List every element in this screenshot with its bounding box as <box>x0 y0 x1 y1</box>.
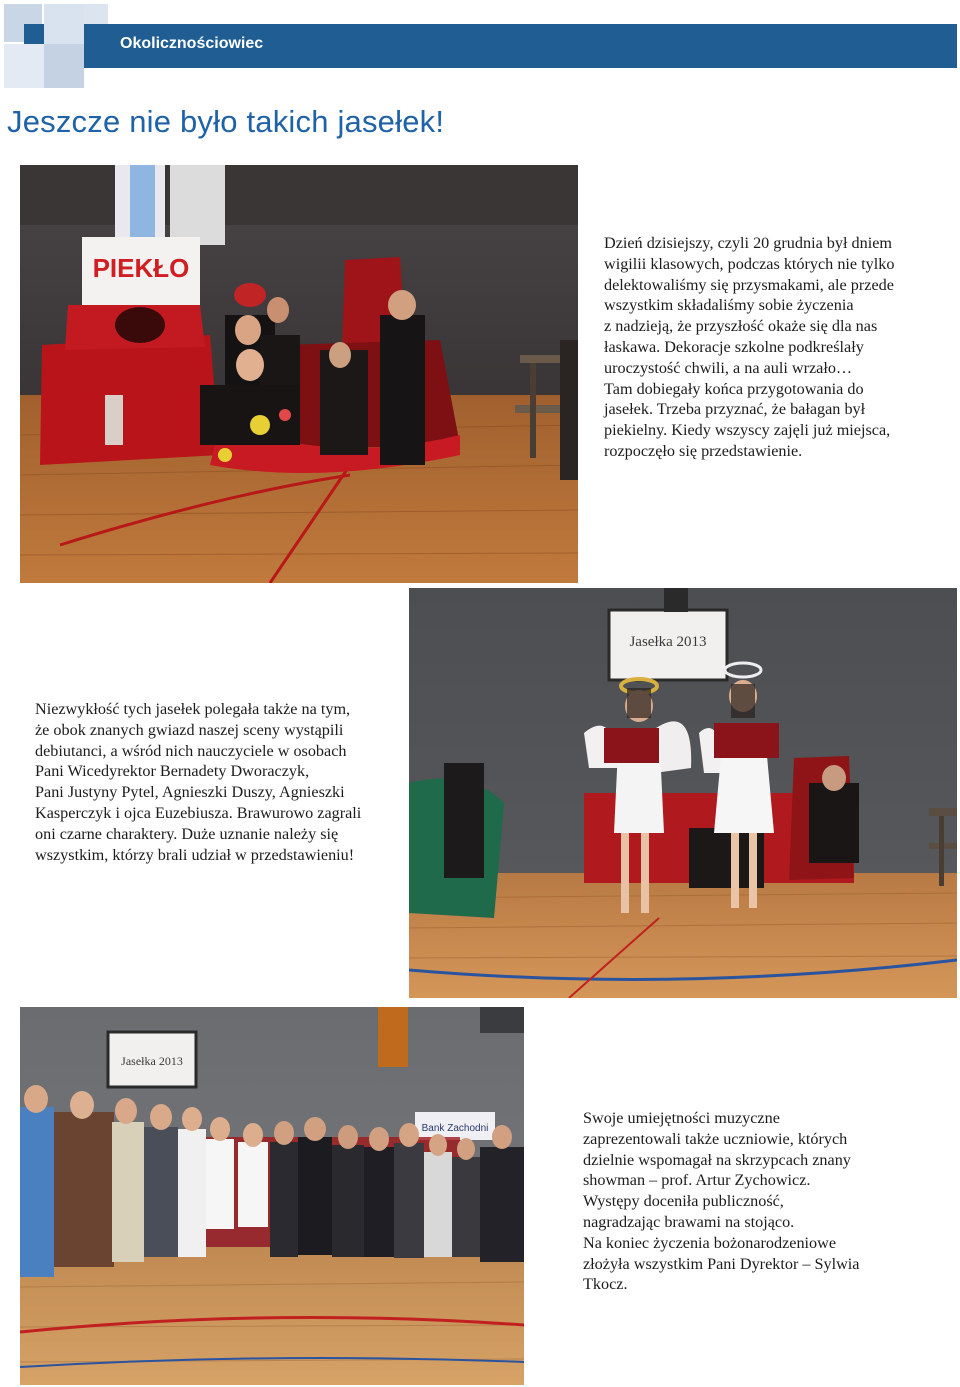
text-line: jasełek. Trzeba przyznać, że bałagan był <box>604 400 866 419</box>
text-line: wszystkim, którzy brali udział w przedstawieniu! <box>35 845 355 864</box>
photo3-banner-text: Bank Zachodni <box>421 1123 489 1134</box>
photo-angels-scene <box>409 588 957 998</box>
text-line: Tkocz. <box>583 1275 628 1294</box>
photo-group-finale <box>20 1007 524 1385</box>
text-line: piekielny. Kiedy wszyscy zajęli już miejsca, <box>604 421 891 440</box>
text-line: wszystkim składaliśmy sobie życzenia <box>604 296 854 315</box>
text-line: Występy doceniła publiczność, <box>583 1192 784 1211</box>
photo2-sign-text: Jasełka 2013 <box>629 634 707 650</box>
text-line: Pani Justyny Pytel, Agnieszki Duszy, Agnieszki <box>35 783 345 802</box>
text-line: złożyła wszystkim Pani Dyrektor – Sylwia <box>583 1254 860 1273</box>
text-line: rozpoczęło się przedstawienie. <box>604 441 803 460</box>
paragraph-music <box>583 1108 860 1295</box>
header-decor-square <box>24 24 44 44</box>
text-line: Swoje umiejętności muzyczne <box>583 1109 780 1127</box>
text-line: Dzień dzisiejszy, czyli 20 grudnia był dniem <box>604 234 892 252</box>
text-line: showman – prof. Artur Zychowicz. <box>583 1171 811 1190</box>
text-line: oni czarne charaktery. Duże uznanie należy się <box>35 824 339 843</box>
text-line: delektowaliśmy się przysmakami, ale przede <box>604 275 894 294</box>
text-line: wigilii klasowych, podczas których nie tylko <box>604 254 895 273</box>
paragraph-debut <box>35 699 361 865</box>
text-line: dzielnie wspomagał na skrzypcach znany <box>583 1150 851 1169</box>
section-label: Okolicznościowiec <box>120 35 264 52</box>
text-line: Pani Wicedyrektor Bernadety Dworaczyk, <box>35 762 310 781</box>
text-line: uroczystość chwili, a na auli wrzało… <box>604 358 853 377</box>
text-line: z nadzieją, że przyszłość okaże się dla nas <box>604 317 878 336</box>
text-line: Niezwykłość tych jasełek polegała także na tym, <box>35 700 351 718</box>
article-title: Jeszcze nie było takich jasełek! <box>7 104 445 139</box>
photo1-sign-text: PIEKŁO <box>92 253 190 283</box>
header-decor-square <box>84 4 108 26</box>
text-line: nagradzając brawami na stojąco. <box>583 1212 795 1231</box>
text-line: łaskawa. Dekoracje szkolne podkreślały <box>604 337 864 356</box>
header-decor-square <box>44 4 84 44</box>
text-line: Kasperczyk i ojca Euzebiusza. Brawurowo zagrali <box>35 803 362 822</box>
text-line: że obok znanych gwiazd naszej sceny wystąpili <box>35 720 344 739</box>
paragraph-intro <box>604 233 894 462</box>
photo-hell-scene <box>20 165 578 583</box>
photo3-sign-text: Jasełka 2013 <box>121 1054 183 1068</box>
header-decor-square <box>44 44 84 88</box>
text-line: Na koniec życzenia bożonarodzeniowe <box>583 1233 837 1252</box>
text-line: debiutanci, a wśród nich nauczyciele w osobach <box>35 741 347 760</box>
text-line: Tam dobiegały końca przygotowania do <box>604 379 864 398</box>
text-line: zaprezentowali także uczniowie, których <box>583 1129 848 1148</box>
header-decor-square <box>4 44 44 88</box>
